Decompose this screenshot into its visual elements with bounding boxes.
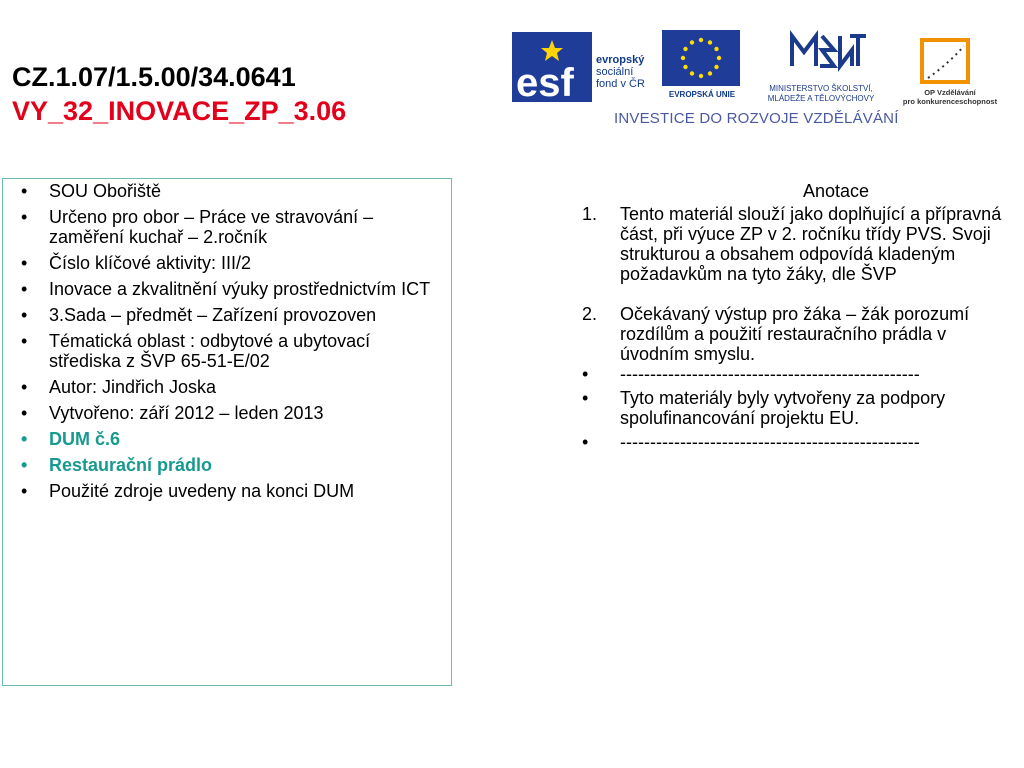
bullet: • bbox=[21, 305, 28, 325]
info-list bbox=[3, 179, 451, 501]
info-list-item bbox=[3, 481, 451, 501]
dash-line: -------------------------------------------------- bbox=[620, 432, 920, 452]
eu-funding-note bbox=[574, 388, 1018, 428]
info-list-text: Určeno pro obor – Práce ve stravování – zaměření kuchař – 2.ročník bbox=[49, 207, 374, 247]
info-list-item bbox=[3, 181, 451, 201]
esf-line3: fond v ČR bbox=[596, 78, 645, 90]
bullet: • bbox=[21, 279, 28, 299]
bullet: • bbox=[21, 403, 28, 423]
info-list-item bbox=[3, 455, 451, 475]
svg-text:esf: esf bbox=[516, 61, 574, 102]
info-box bbox=[2, 178, 452, 686]
info-list-text: SOU Obořiště bbox=[49, 181, 162, 201]
info-list-text: Inovace a zkvalitnění výuky prostřednictvím ICT bbox=[49, 279, 431, 299]
item-text: Tyto materiály byly vytvořeny za podpory spolufinancování projektu EU. bbox=[620, 388, 946, 428]
bullet: • bbox=[582, 432, 589, 452]
slide-title bbox=[12, 60, 346, 128]
annotation-heading: Anotace bbox=[802, 181, 870, 201]
msmt-caption-line2: MLÁDEŽE A TĚLOVÝCHOVY bbox=[767, 94, 875, 103]
info-list-text: DUM č.6 bbox=[49, 429, 121, 449]
info-list-text: Použité zdroje uvedeny na konci DUM bbox=[49, 481, 355, 501]
dash-separator-2 bbox=[574, 432, 1018, 452]
bullet: • bbox=[21, 207, 28, 227]
bullet: • bbox=[21, 331, 28, 351]
dash-line: -------------------------------------------------- bbox=[620, 364, 920, 384]
info-list-item bbox=[3, 279, 451, 299]
info-list-text: Autor: Jindřich Joska bbox=[49, 377, 217, 397]
op-caption-line2: pro konkurenceschopnost bbox=[902, 97, 998, 106]
bullet: • bbox=[21, 429, 28, 449]
bullet: • bbox=[21, 253, 28, 273]
info-list-text: Restaurační prádlo bbox=[49, 455, 213, 475]
dash-separator-1 bbox=[574, 364, 1018, 384]
msmt-caption bbox=[748, 84, 894, 104]
info-list-text: Číslo klíčové aktivity: III/2 bbox=[49, 253, 252, 273]
annotation-item-2 bbox=[574, 304, 1018, 364]
logo-strip bbox=[512, 28, 1012, 133]
esf-line1: evropský bbox=[596, 54, 645, 66]
info-list-text: Tématická oblast : odbytové a ubytovací střediska z ŠVP 65-51-E/02 bbox=[49, 331, 371, 371]
item-number: 1. bbox=[582, 204, 598, 224]
eu-flag-icon bbox=[662, 30, 740, 86]
msmt-caption-line1: MINISTERSTVO ŠKOLSTVÍ, bbox=[769, 84, 873, 93]
item-text: Očekávaný výstup pro žáka – žák porozumí rozdílům a použití restauračního prádla v úvodním smyslu. bbox=[620, 304, 970, 364]
material-code: VY_32_INOVACE_ZP_3.06 bbox=[12, 96, 347, 126]
bullet: • bbox=[582, 388, 589, 408]
info-list-item bbox=[3, 331, 451, 371]
info-list-item bbox=[3, 305, 451, 325]
info-list-item bbox=[3, 377, 451, 397]
op-caption bbox=[896, 88, 1004, 106]
eu-caption: EVROPSKÁ UNIE bbox=[668, 90, 736, 99]
project-code: CZ.1.07/1.5.00/34.0641 bbox=[12, 62, 296, 92]
info-list-item bbox=[3, 429, 451, 449]
annotation-panel bbox=[574, 178, 1018, 452]
esf-line2: sociální bbox=[596, 66, 634, 78]
esf-text bbox=[596, 54, 645, 90]
item-text: Tento materiál slouží jako doplňující a přípravná část, při výuce ZP v 2. ročníku třídy PVS. Svoji strukturou a obsahem odpovídá kladeným požadavkům na tyto žáky, dle ŠVP bbox=[620, 204, 1002, 284]
info-list-text: Vytvořeno: září 2012 – leden 2013 bbox=[49, 403, 324, 423]
info-list-item bbox=[3, 253, 451, 273]
info-list-text: 3.Sada – předmět – Zařízení provozoven bbox=[49, 305, 377, 325]
info-list-item bbox=[3, 207, 451, 247]
annotation-item-1 bbox=[574, 204, 1018, 284]
item-number: 2. bbox=[582, 304, 598, 324]
op-caption-line1: OP Vzdělávání bbox=[924, 88, 976, 97]
bullet: • bbox=[21, 455, 28, 475]
bullet: • bbox=[21, 377, 28, 397]
bullet: • bbox=[21, 181, 28, 201]
investice-tagline: INVESTICE DO ROZVOJE VZDĚLÁVÁNÍ bbox=[614, 110, 899, 127]
info-list-item bbox=[3, 403, 451, 423]
bullet: • bbox=[582, 364, 589, 384]
bullet: • bbox=[21, 481, 28, 501]
